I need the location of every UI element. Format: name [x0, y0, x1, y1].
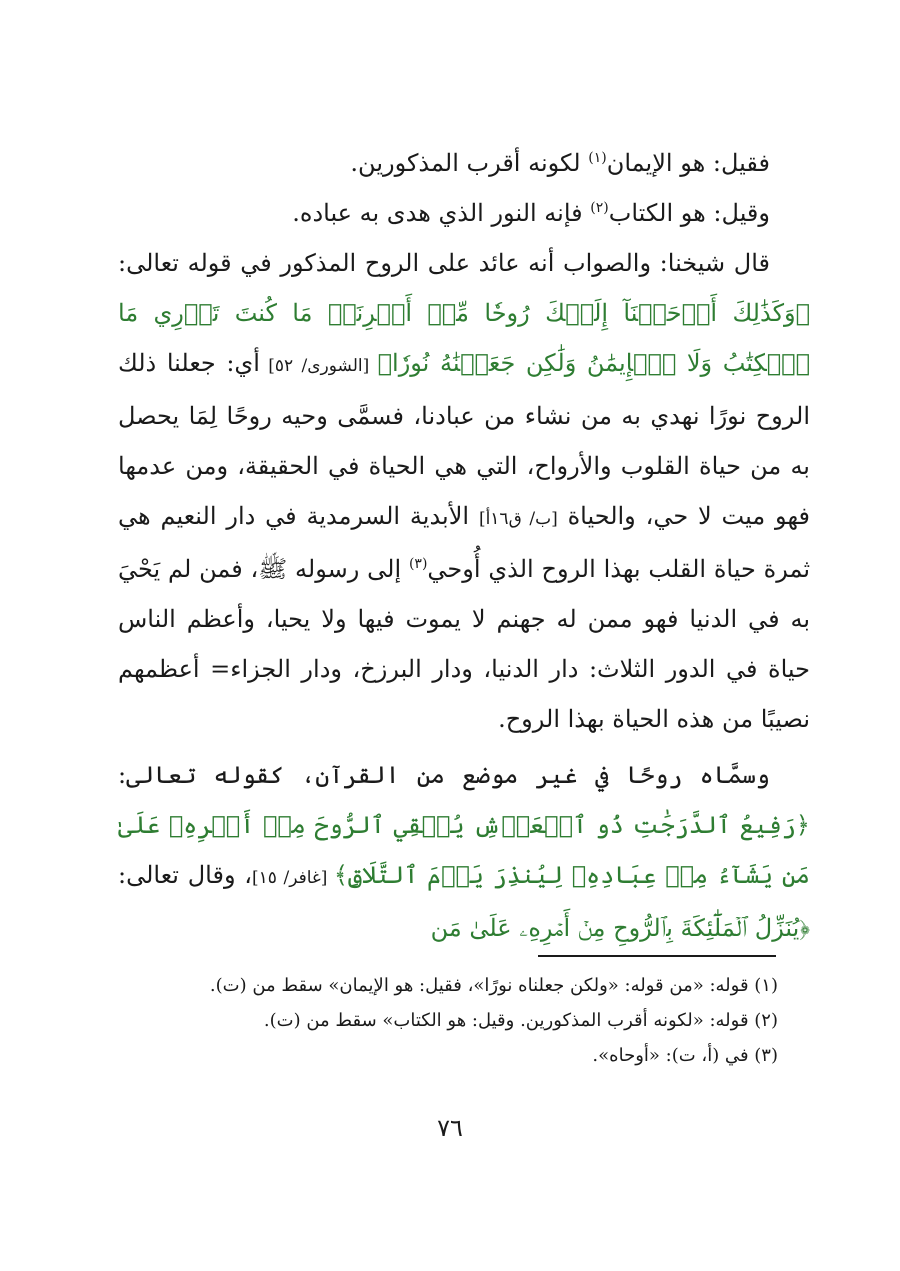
text-run: إلى رسوله ﷺ، فمن لم يَحْيَ به في الدنيا فهو ممن له جهنم لا يموت فيها ولا يحيا، وأعظم الناس حياة في الدور الثلاث: دار الدنيا، ودار البرزخ، ودار الجزاء= أعظمهم نصيبًا من هذه الحياة بهذا الروح.: [118, 555, 810, 733]
verse-reference: [غافر/ ١٥]: [252, 868, 334, 888]
footnote-2: (٢) قوله: «لكونه أقرب المذكورين. وقيل: هو الكتاب» سقط من (ت).: [263, 1010, 778, 1031]
text-run: فقيل: هو الإيمان: [606, 149, 770, 177]
quran-verse-nahl: ﴿يُنَزِّلُ ٱلۡمَلَٰٓئِكَةَ بِٱلرُّوحِ مِنۡ أَمۡرِهِۦ عَلَىٰ مَن: [430, 914, 810, 942]
text-run: وقيل: هو الكتاب: [608, 199, 770, 227]
paragraph-iman: [118, 138, 810, 188]
page-number: ٧٦: [437, 1114, 463, 1142]
main-text: [118, 138, 810, 953]
text-run: فإنه النور الذي هدى به عباده.: [292, 199, 591, 227]
footnote-1: (١) قوله: «من قوله: «ولكن جعلناه نورًا»، فقيل: هو الإيمان» سقط من (ت).: [209, 975, 778, 996]
text-run: وسمَّاه روحًا في غير موضع من القرآن، كقوله تعالى:: [118, 761, 770, 789]
footnote-marker-1[interactable]: (١): [588, 150, 607, 166]
text-run: قال شيخنا: والصواب أنه عائد على الروح المذكور في قوله تعالى:: [118, 249, 770, 277]
footnote-3: (٣) في (أ، ت): «أوحاه».: [592, 1045, 778, 1066]
text-run: أي: جعلنا ذلك الروح نورًا نهدي به من نشاء من عبادنا، فسمَّى وحيه روحًا لِمَا يحصل به من حياة القلوب والأرواح، التي هي الحياة في الحقيقة، ومن عدمها فهو ميت لا حي، والحياة: [118, 349, 810, 530]
paragraph-kitab: [118, 188, 810, 238]
footnote-marker-3[interactable]: (٣): [408, 556, 428, 572]
footnote-marker-2[interactable]: (٢): [590, 200, 609, 216]
text-run: الأبدية السرمدية في دار النعيم هي ثمرة حياة القلب بهذا الروح الذي أُوحي: [118, 502, 810, 583]
manuscript-reference: [ب/ ق١٦أ]: [478, 509, 558, 529]
footnotes: [160, 968, 778, 1073]
text-run: ، وقال تعالى:: [118, 861, 253, 889]
text-run: لكونه أقرب المذكورين.: [350, 149, 589, 177]
paragraph-ruh: [118, 238, 810, 744]
footnote-separator: [538, 955, 776, 957]
quran-verse-ghafir: ﴿رَفِيعُ ٱلدَّرَجَٰتِ ذُو ٱلۡعَرۡشِ يُلۡقِي ٱلرُّوحَ مِنۡ أَمۡرِهِۦ عَلَىٰ مَن يَشَآءُ مِنۡ عِبَادِهِۦ لِيُنذِرَ يَوۡمَ ٱلتَّلَاقِ﴾: [118, 811, 810, 889]
quran-verse-shura: ﴿وَكَذَٰلِكَ أَوۡحَيۡنَآ إِلَيۡكَ رُوحٗا مِّنۡ أَمۡرِنَاۚ مَا كُنتَ تَدۡرِي مَا ٱلۡكِتَٰبُ وَلَا ٱلۡإِيمَٰنُ وَلَٰكِن جَعَلۡنَٰهُ نُورٗا﴾: [118, 299, 810, 377]
verse-reference: [الشورى/ ٥٢]: [259, 356, 378, 376]
paragraph-quran-mentions: [118, 750, 810, 953]
